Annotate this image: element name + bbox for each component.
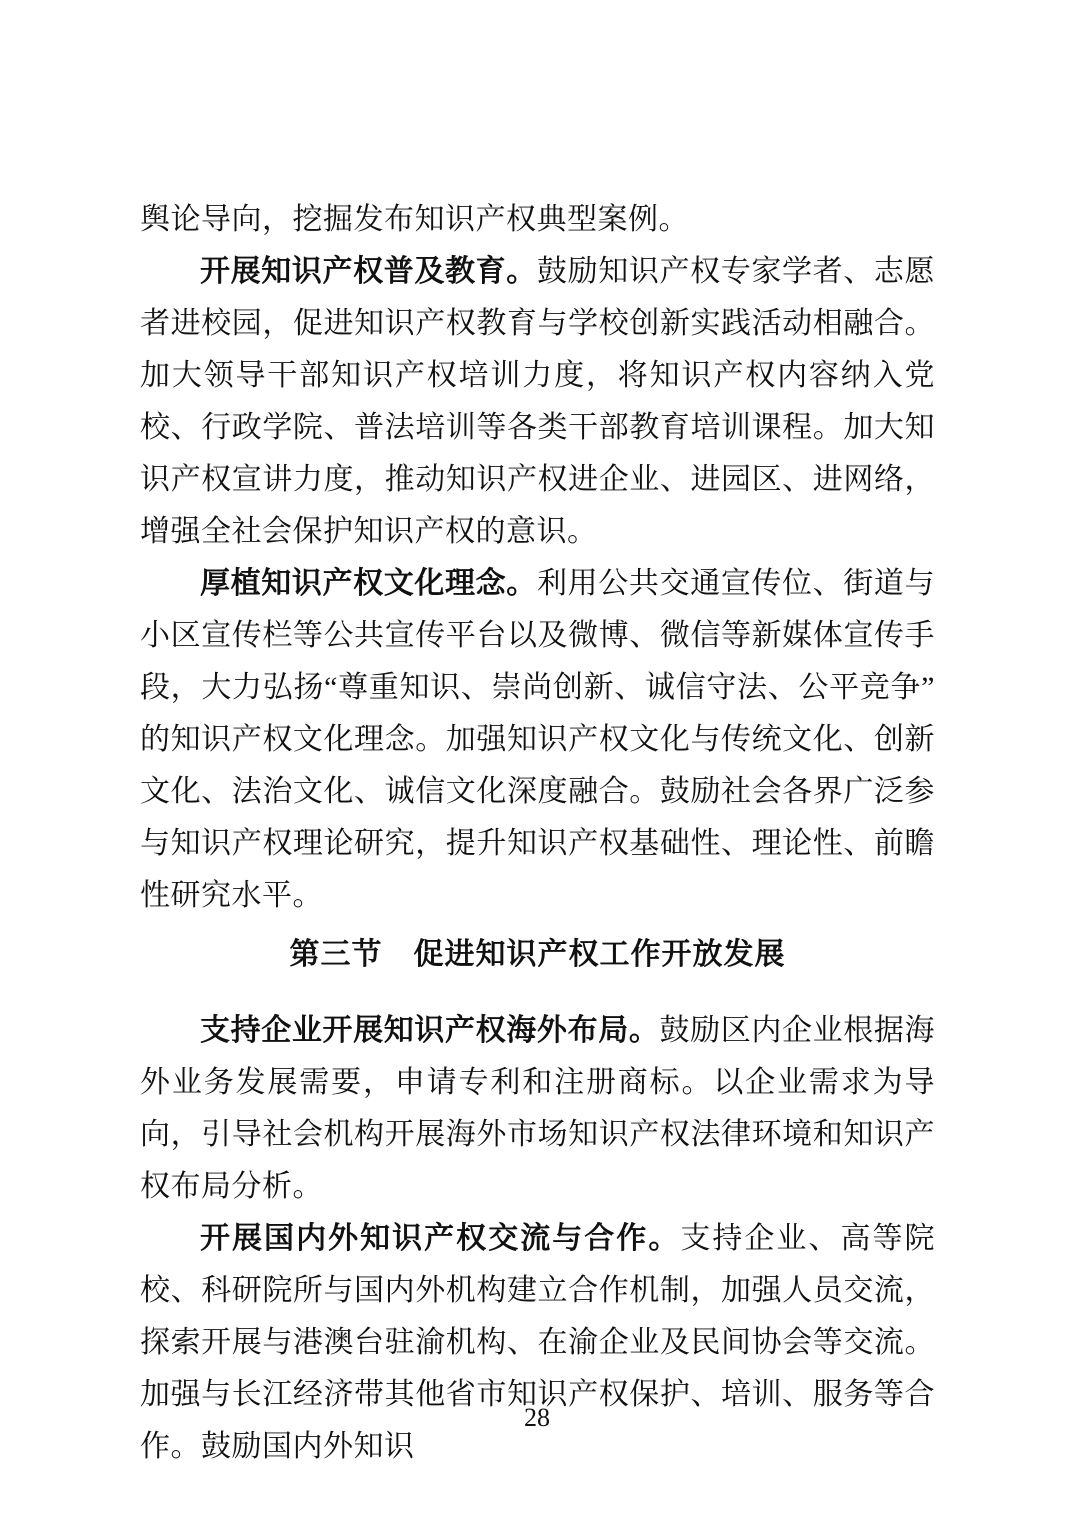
paragraph-text: 鼓励知识产权专家学者、志愿者进校园，促进知识产权教育与学校创新实践活动相融合。加大领导干部知识产权培训力度，将知识产权内容纳入党校、行政学院、普法培训等各类干部教育培训课程。加大知识产权宣讲力度，推动知识产权进企业、进园区、进网络，增强全社会保护知识产权的意识。 [140,255,936,548]
paragraph-lead: 厚植知识产权文化理念。 [200,567,537,600]
paragraph-culture [140,558,935,922]
paragraph-lead: 开展国内外知识产权交流与合作。 [200,1222,681,1255]
paragraph-text: 鼓励区内企业根据海外业务发展需要，申请专利和注册商标。以企业需求为导向，引导社会机构开展海外市场知识产权法律环境和知识产权布局分析。 [140,1014,936,1203]
paragraph-continuation [140,194,935,246]
paragraph-text: 支持企业、高等院校、科研院所与国内外机构建立合作机制，加强人员交流，探索开展与港澳台驻渝机构、在渝企业及民间协会等交流。加强与长江经济带其他省市知识产权保护、培训、服务等合作。鼓励国内外知识 [140,1222,936,1463]
page-number: 28 [524,1403,550,1432]
paragraph-text: 利用公共交通宣传位、街道与小区宣传栏等公共宣传平台以及微博、微信等新媒体宣传手段，大力弘扬“尊重知识、崇尚创新、诚信守法、公平竞争”的知识产权文化理念。加强知识产权文化与传统文化、创新文化、法治文化、诚信文化深度融合。鼓励社会各界广泛参与知识产权理论研究，提升知识产权基础性、理论性、前瞻性研究水平。 [140,567,936,912]
paragraph-overseas [140,1005,935,1213]
paragraph-exchange [140,1213,935,1473]
paragraph-education [140,246,935,558]
section-heading: 第三节 促进知识产权工作开放发展 [289,938,786,971]
paragraph-text: 舆论导向，挖掘发布知识产权典型案例。 [140,203,689,236]
document-body [140,194,935,1473]
paragraph-lead: 开展知识产权普及教育。 [200,255,537,288]
paragraph-lead: 支持企业开展知识产权海外布局。 [200,1014,660,1047]
